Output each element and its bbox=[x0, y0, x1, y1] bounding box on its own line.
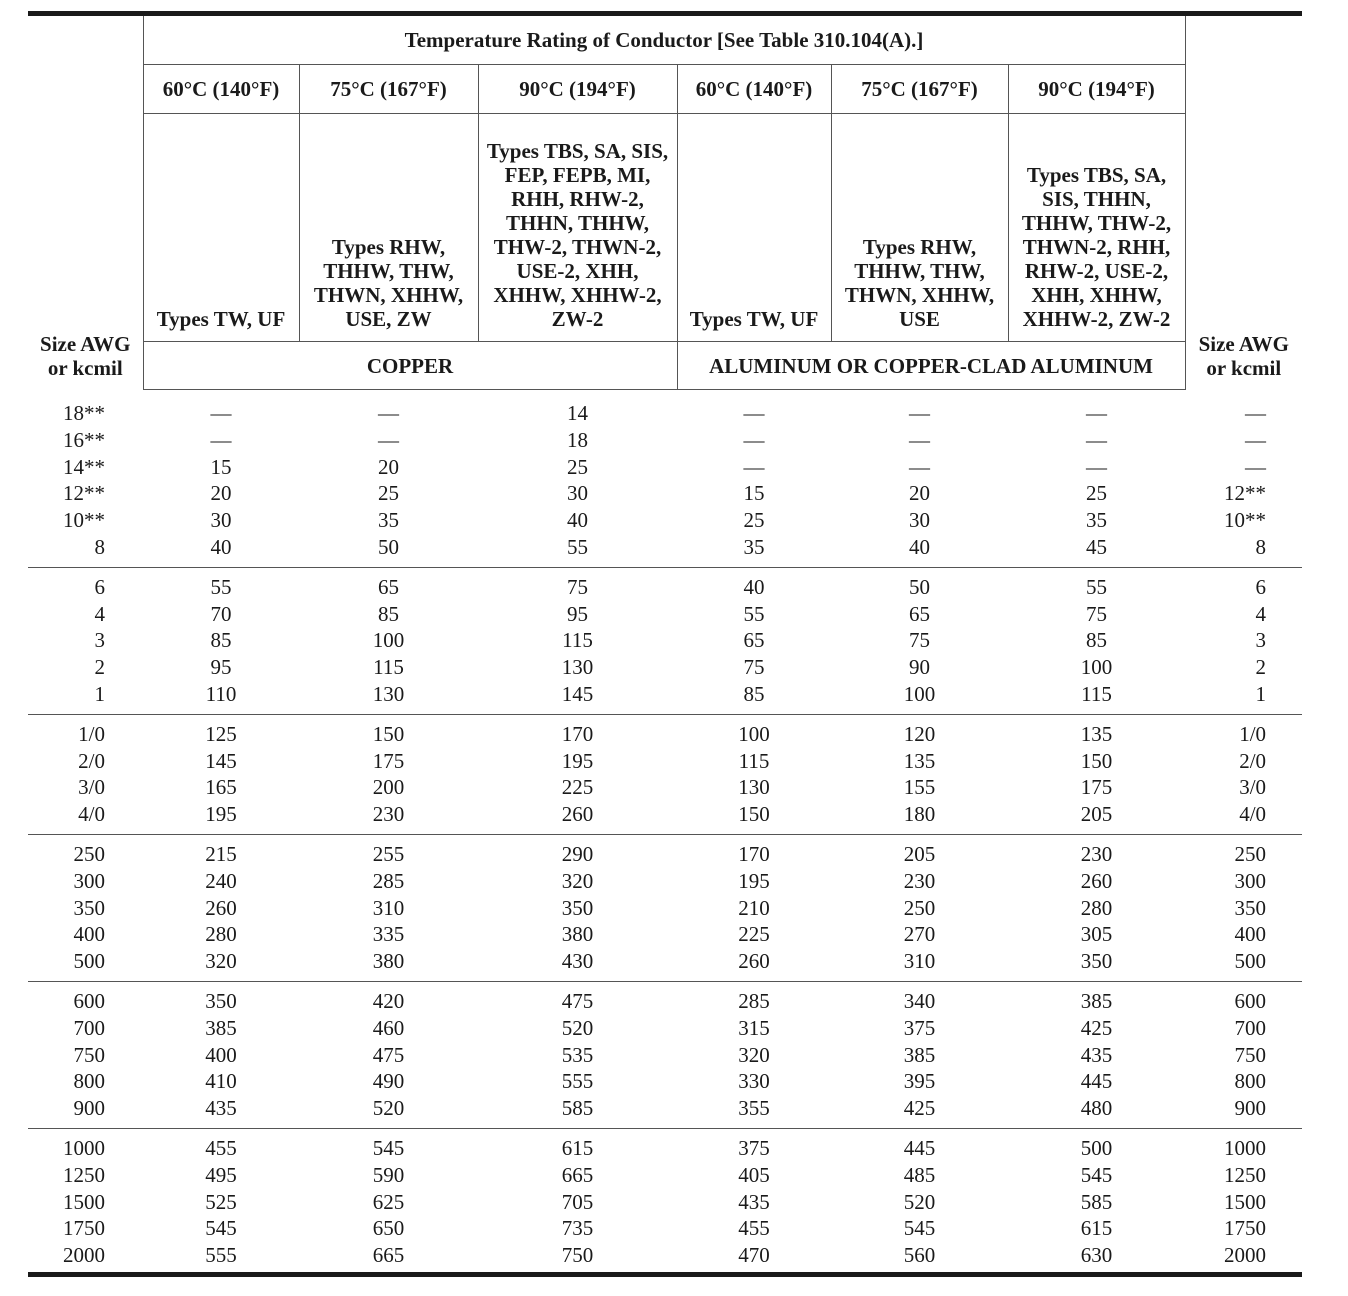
cell-size-right: 2 bbox=[1255, 655, 1267, 680]
cell-copper-75: — bbox=[378, 427, 399, 452]
cell-aluminum-90: 85 bbox=[1086, 628, 1108, 653]
table-row bbox=[28, 574, 1302, 601]
types-header-aluminum-60: Types TW, UF bbox=[677, 114, 831, 342]
cell-copper-60: 145 bbox=[205, 748, 237, 773]
cell-aluminum-90: — bbox=[1086, 427, 1108, 452]
table-row bbox=[28, 895, 1302, 922]
cell-size: 750 bbox=[73, 1042, 105, 1067]
cell-copper-75: 310 bbox=[372, 895, 405, 920]
cell-copper-90: 18 bbox=[567, 427, 588, 452]
cell-aluminum-60: — bbox=[743, 454, 765, 479]
cell-aluminum-60: 330 bbox=[738, 1069, 770, 1094]
cell-size-right: 600 bbox=[1234, 988, 1267, 1013]
cell-aluminum-90: 435 bbox=[1080, 1042, 1113, 1067]
cell-copper-75: 100 bbox=[372, 628, 405, 653]
cell-copper-90: 170 bbox=[561, 721, 594, 746]
cell-copper-90: 55 bbox=[567, 534, 588, 559]
table-row bbox=[28, 1189, 1302, 1216]
temperature-rating-header: Temperature Rating of Conductor [See Table 310.104(A).] bbox=[143, 16, 1185, 65]
cell-size-right: 4/0 bbox=[1239, 802, 1267, 827]
cell-copper-60: 385 bbox=[205, 1015, 237, 1040]
cell-size: 1250 bbox=[63, 1162, 105, 1187]
cell-aluminum-90: 385 bbox=[1080, 988, 1113, 1013]
cell-size: 3/0 bbox=[78, 775, 105, 800]
cell-copper-90: 260 bbox=[561, 802, 594, 827]
cell-copper-75: 230 bbox=[372, 802, 405, 827]
cell-size-right: 350 bbox=[1234, 895, 1267, 920]
cell-copper-60: 280 bbox=[205, 922, 237, 947]
cell-copper-75: 285 bbox=[372, 868, 405, 893]
cell-aluminum-75: 100 bbox=[903, 681, 936, 706]
cell-aluminum-90: — bbox=[1086, 454, 1108, 479]
cell-aluminum-75: — bbox=[909, 454, 930, 479]
cell-copper-90: 225 bbox=[561, 775, 594, 800]
cell-aluminum-75: 340 bbox=[903, 988, 936, 1013]
types-header-copper-60: Types TW, UF bbox=[143, 114, 299, 342]
cell-size-right: — bbox=[1245, 427, 1267, 452]
cell-aluminum-60: 375 bbox=[738, 1135, 770, 1160]
cell-size-right: 6 bbox=[1255, 574, 1267, 599]
cell-copper-90: 615 bbox=[561, 1135, 594, 1160]
cell-aluminum-75: 485 bbox=[903, 1162, 936, 1187]
cell-size-right: 1/0 bbox=[1239, 721, 1267, 746]
cell-aluminum-90: 500 bbox=[1080, 1135, 1113, 1160]
ampacity-table bbox=[28, 16, 1302, 1275]
cell-aluminum-90: 205 bbox=[1080, 802, 1113, 827]
cell-aluminum-75: 375 bbox=[903, 1015, 936, 1040]
cell-size-right: 1500 bbox=[1224, 1189, 1267, 1214]
cell-copper-60: 400 bbox=[205, 1042, 237, 1067]
cell-copper-75: 25 bbox=[378, 481, 399, 506]
cell-copper-90: 145 bbox=[561, 681, 594, 706]
cell-aluminum-75: 560 bbox=[903, 1243, 936, 1268]
cell-copper-90: 75 bbox=[567, 574, 588, 599]
cell-size: 700 bbox=[73, 1015, 105, 1040]
cell-size: 8 bbox=[94, 534, 105, 559]
cell-aluminum-60: 315 bbox=[738, 1015, 770, 1040]
cell-size: 14** bbox=[63, 454, 105, 479]
table-row bbox=[28, 654, 1302, 681]
cell-aluminum-60: 455 bbox=[738, 1216, 770, 1241]
cell-aluminum-75: 205 bbox=[903, 841, 936, 866]
cell-aluminum-90: 175 bbox=[1080, 775, 1113, 800]
table-row bbox=[28, 427, 1302, 454]
cell-copper-60: 240 bbox=[205, 868, 237, 893]
group-spacer bbox=[28, 390, 1302, 401]
cell-size: 1/0 bbox=[78, 721, 105, 746]
types-header-copper-90: Types TBS, SA, SIS, FEP, FEPB, MI, RHH, RHW-2, THHN, THHW, THW-2, THWN-2, USE-2, XHH, XHHW, XHHW-2, ZW-2 bbox=[478, 114, 677, 342]
cell-size: 250 bbox=[73, 841, 105, 866]
cell-aluminum-75: 40 bbox=[909, 534, 930, 559]
table-row bbox=[28, 1095, 1302, 1122]
cell-size-right: 8 bbox=[1255, 534, 1267, 559]
cell-copper-90: 30 bbox=[567, 481, 588, 506]
table-row bbox=[28, 454, 1302, 481]
cell-copper-75: 50 bbox=[378, 534, 399, 559]
cell-copper-60: 455 bbox=[205, 1135, 237, 1160]
cell-aluminum-90: 445 bbox=[1080, 1069, 1113, 1094]
cell-copper-60: 95 bbox=[210, 655, 232, 680]
cell-aluminum-75: 20 bbox=[909, 481, 930, 506]
cell-aluminum-60: 210 bbox=[738, 895, 770, 920]
cell-size: 12** bbox=[63, 481, 105, 506]
cell-aluminum-75: 395 bbox=[903, 1069, 936, 1094]
table-row bbox=[28, 988, 1302, 1015]
cell-size-right: 500 bbox=[1234, 949, 1267, 974]
table-row bbox=[28, 921, 1302, 948]
cell-copper-75: 665 bbox=[372, 1243, 405, 1268]
cell-copper-75: 65 bbox=[378, 574, 399, 599]
cell-size-right: 300 bbox=[1234, 868, 1267, 893]
cell-aluminum-90: 150 bbox=[1080, 748, 1113, 773]
cell-copper-60: 70 bbox=[210, 601, 232, 626]
cell-copper-90: 290 bbox=[561, 841, 594, 866]
cell-aluminum-60: 25 bbox=[743, 508, 765, 533]
cell-size-right: 1250 bbox=[1224, 1162, 1267, 1187]
cell-size-right: 1 bbox=[1255, 681, 1267, 706]
cell-aluminum-90: 55 bbox=[1086, 574, 1108, 599]
cell-size: 900 bbox=[73, 1096, 105, 1121]
cell-aluminum-75: 520 bbox=[903, 1189, 936, 1214]
cell-copper-60: 110 bbox=[205, 681, 237, 706]
cell-aluminum-90: 100 bbox=[1080, 655, 1113, 680]
cell-aluminum-60: 320 bbox=[738, 1042, 770, 1067]
cell-copper-90: 735 bbox=[561, 1216, 594, 1241]
table-row bbox=[28, 681, 1302, 708]
table-row bbox=[28, 534, 1302, 561]
table-row bbox=[28, 841, 1302, 868]
cell-aluminum-75: 65 bbox=[909, 601, 930, 626]
cell-size-right: 4 bbox=[1255, 601, 1267, 626]
cell-copper-90: 130 bbox=[561, 655, 594, 680]
cell-aluminum-60: — bbox=[743, 401, 765, 425]
cell-copper-60: 195 bbox=[205, 802, 237, 827]
cell-size-right: 400 bbox=[1234, 922, 1267, 947]
cell-aluminum-75: 30 bbox=[909, 508, 930, 533]
cell-aluminum-90: 115 bbox=[1081, 681, 1112, 706]
cell-copper-75: 20 bbox=[378, 454, 399, 479]
cell-size: 16** bbox=[63, 427, 105, 452]
temp-header-aluminum-90: 90°C (194°F) bbox=[1008, 65, 1185, 114]
cell-aluminum-90: 35 bbox=[1086, 508, 1108, 533]
table-row bbox=[28, 507, 1302, 534]
cell-copper-60: 125 bbox=[205, 721, 237, 746]
cell-aluminum-90: 425 bbox=[1080, 1015, 1113, 1040]
table-row bbox=[28, 948, 1302, 975]
cell-size: 1750 bbox=[63, 1216, 105, 1241]
cell-size-right: 2/0 bbox=[1239, 748, 1267, 773]
table-row bbox=[28, 721, 1302, 748]
cell-size: 4 bbox=[94, 601, 105, 626]
table-row bbox=[28, 801, 1302, 828]
table-row bbox=[28, 868, 1302, 895]
size-header-right: Size AWG or kcmil bbox=[1185, 114, 1302, 390]
cell-aluminum-90: 25 bbox=[1086, 481, 1108, 506]
header-spacer-right bbox=[1185, 16, 1302, 65]
cell-copper-75: 545 bbox=[372, 1135, 405, 1160]
cell-aluminum-75: 270 bbox=[903, 922, 936, 947]
cell-copper-75: 380 bbox=[372, 949, 405, 974]
cell-copper-60: 555 bbox=[205, 1243, 237, 1268]
cell-copper-75: 150 bbox=[372, 721, 405, 746]
cell-size-right: — bbox=[1245, 401, 1267, 425]
cell-aluminum-75: — bbox=[909, 427, 930, 452]
cell-copper-90: 555 bbox=[561, 1069, 594, 1094]
temp-header-aluminum-60: 60°C (140°F) bbox=[677, 65, 831, 114]
cell-size: 18** bbox=[63, 401, 105, 425]
cell-copper-90: 430 bbox=[561, 949, 594, 974]
table-row bbox=[28, 480, 1302, 507]
cell-aluminum-60: 115 bbox=[738, 748, 770, 773]
cell-aluminum-60: 65 bbox=[743, 628, 765, 653]
types-header-aluminum-75: Types RHW, THHW, THW, THWN, XHHW, USE bbox=[831, 114, 1008, 342]
types-header-copper-75: Types RHW, THHW, THW, THWN, XHHW, USE, ZW bbox=[299, 114, 478, 342]
cell-aluminum-60: 75 bbox=[743, 655, 765, 680]
cell-size: 1000 bbox=[63, 1135, 105, 1160]
cell-copper-75: 175 bbox=[372, 748, 405, 773]
cell-copper-60: 85 bbox=[210, 628, 232, 653]
cell-copper-60: 165 bbox=[205, 775, 237, 800]
cell-copper-75: 255 bbox=[372, 841, 405, 866]
temp-header-aluminum-75: 75°C (167°F) bbox=[831, 65, 1008, 114]
cell-aluminum-75: 385 bbox=[903, 1042, 936, 1067]
cell-copper-60: 40 bbox=[210, 534, 232, 559]
cell-copper-75: 520 bbox=[372, 1096, 405, 1121]
cell-copper-60: 15 bbox=[210, 454, 232, 479]
cell-aluminum-75: 50 bbox=[909, 574, 930, 599]
cell-aluminum-60: 130 bbox=[738, 775, 770, 800]
cell-copper-60: — bbox=[210, 401, 232, 425]
cell-aluminum-90: 480 bbox=[1080, 1096, 1113, 1121]
cell-aluminum-75: 445 bbox=[903, 1135, 936, 1160]
cell-copper-90: 350 bbox=[561, 895, 594, 920]
table-body bbox=[28, 390, 1302, 1275]
cell-copper-90: 475 bbox=[561, 988, 594, 1013]
cell-copper-90: 535 bbox=[561, 1042, 594, 1067]
table-row bbox=[28, 400, 1302, 427]
cell-copper-75: 115 bbox=[373, 655, 404, 680]
cell-size-right: 1750 bbox=[1224, 1216, 1267, 1241]
cell-copper-90: 705 bbox=[561, 1189, 594, 1214]
cell-size: 350 bbox=[73, 895, 105, 920]
cell-copper-60: 525 bbox=[205, 1189, 237, 1214]
table-row bbox=[28, 1015, 1302, 1042]
cell-copper-60: 55 bbox=[210, 574, 232, 599]
cell-aluminum-60: 435 bbox=[738, 1189, 770, 1214]
cell-aluminum-60: 285 bbox=[738, 988, 770, 1013]
cell-aluminum-75: 545 bbox=[903, 1216, 936, 1241]
cell-aluminum-60: 35 bbox=[743, 534, 765, 559]
cell-copper-75: 335 bbox=[372, 922, 405, 947]
cell-copper-75: 460 bbox=[372, 1015, 405, 1040]
cell-size-right: 900 bbox=[1234, 1096, 1267, 1121]
size-header-left: Size AWG or kcmil bbox=[40, 331, 131, 380]
cell-aluminum-75: 425 bbox=[903, 1096, 936, 1121]
cell-copper-60: 20 bbox=[210, 481, 232, 506]
cell-copper-60: 30 bbox=[210, 508, 232, 533]
cell-aluminum-60: 260 bbox=[738, 949, 770, 974]
cell-aluminum-90: 615 bbox=[1080, 1216, 1113, 1241]
cell-size: 800 bbox=[73, 1069, 105, 1094]
table-row bbox=[28, 1242, 1302, 1269]
cell-copper-75: 200 bbox=[372, 775, 405, 800]
cell-aluminum-60: 150 bbox=[738, 802, 770, 827]
cell-copper-90: 585 bbox=[561, 1096, 594, 1121]
cell-copper-90: 320 bbox=[561, 868, 594, 893]
table-row bbox=[28, 627, 1302, 654]
cell-size-right: 750 bbox=[1234, 1042, 1267, 1067]
cell-aluminum-60: 55 bbox=[743, 601, 765, 626]
cell-size-right: 1000 bbox=[1224, 1135, 1267, 1160]
cell-copper-75: 35 bbox=[378, 508, 399, 533]
cell-size: 2000 bbox=[63, 1243, 105, 1268]
cell-size: 4/0 bbox=[78, 802, 105, 827]
cell-copper-75: 590 bbox=[372, 1162, 405, 1187]
cell-aluminum-60: 470 bbox=[738, 1243, 770, 1268]
cell-copper-90: 95 bbox=[567, 601, 588, 626]
cell-aluminum-60: 225 bbox=[738, 922, 770, 947]
cell-size: 500 bbox=[73, 949, 105, 974]
cell-copper-75: 130 bbox=[372, 681, 405, 706]
cell-copper-75: — bbox=[378, 401, 399, 425]
cell-aluminum-90: — bbox=[1086, 401, 1108, 425]
table-row bbox=[28, 601, 1302, 628]
cell-aluminum-90: 280 bbox=[1080, 895, 1113, 920]
cell-aluminum-60: 40 bbox=[743, 574, 765, 599]
cell-aluminum-90: 585 bbox=[1080, 1189, 1113, 1214]
cell-aluminum-90: 75 bbox=[1086, 601, 1108, 626]
table-row bbox=[28, 1068, 1302, 1095]
cell-size: 300 bbox=[73, 868, 105, 893]
cell-size-right: 3 bbox=[1255, 628, 1267, 653]
cell-copper-90: 750 bbox=[561, 1243, 594, 1268]
cell-copper-75: 490 bbox=[372, 1069, 405, 1094]
header-spacer-left bbox=[28, 65, 143, 114]
cell-copper-60: 545 bbox=[205, 1216, 237, 1241]
header-spacer-right bbox=[1185, 65, 1302, 114]
cell-copper-90: 115 bbox=[562, 628, 593, 653]
cell-size-right: 12** bbox=[1224, 481, 1267, 506]
table-bottom-rule bbox=[28, 1272, 1302, 1277]
cell-size-right: — bbox=[1245, 454, 1267, 479]
cell-size-right: 250 bbox=[1234, 841, 1267, 866]
cell-copper-90: 14 bbox=[567, 401, 588, 425]
cell-aluminum-75: 310 bbox=[903, 949, 936, 974]
cell-copper-90: 665 bbox=[561, 1162, 594, 1187]
cell-size: 6 bbox=[94, 574, 105, 599]
cell-aluminum-60: 355 bbox=[738, 1096, 770, 1121]
cell-size-right: 3/0 bbox=[1239, 775, 1267, 800]
cell-copper-90: 520 bbox=[561, 1015, 594, 1040]
cell-copper-60: 215 bbox=[205, 841, 237, 866]
cell-size-right: 2000 bbox=[1224, 1243, 1267, 1268]
cell-size: 3 bbox=[94, 628, 105, 653]
cell-copper-90: 40 bbox=[567, 508, 588, 533]
cell-aluminum-75: 230 bbox=[903, 868, 936, 893]
cell-aluminum-90: 305 bbox=[1080, 922, 1113, 947]
cell-copper-75: 650 bbox=[372, 1216, 405, 1241]
cell-size: 600 bbox=[73, 988, 105, 1013]
cell-aluminum-90: 135 bbox=[1080, 721, 1113, 746]
table-row bbox=[28, 748, 1302, 775]
cell-aluminum-60: — bbox=[743, 427, 765, 452]
cell-aluminum-60: 15 bbox=[743, 481, 765, 506]
cell-aluminum-90: 545 bbox=[1080, 1162, 1113, 1187]
cell-aluminum-90: 45 bbox=[1086, 534, 1108, 559]
copper-header: COPPER bbox=[143, 342, 677, 390]
cell-aluminum-75: — bbox=[909, 401, 930, 425]
cell-aluminum-60: 195 bbox=[738, 868, 770, 893]
cell-size: 2 bbox=[94, 655, 105, 680]
cell-aluminum-75: 250 bbox=[903, 895, 936, 920]
cell-aluminum-75: 180 bbox=[903, 802, 936, 827]
temp-header-copper-75: 75°C (167°F) bbox=[299, 65, 478, 114]
table-row bbox=[28, 1215, 1302, 1242]
cell-aluminum-90: 260 bbox=[1080, 868, 1113, 893]
table-row bbox=[28, 774, 1302, 801]
cell-copper-75: 85 bbox=[378, 601, 399, 626]
cell-size-right: 700 bbox=[1234, 1015, 1267, 1040]
cell-copper-60: 350 bbox=[205, 988, 237, 1013]
cell-copper-60: — bbox=[210, 427, 232, 452]
cell-copper-60: 410 bbox=[205, 1069, 237, 1094]
cell-copper-75: 420 bbox=[372, 988, 405, 1013]
cell-aluminum-60: 405 bbox=[738, 1162, 770, 1187]
cell-size: 1 bbox=[94, 681, 105, 706]
table-row bbox=[28, 1042, 1302, 1069]
cell-size: 400 bbox=[73, 922, 105, 947]
cell-copper-90: 380 bbox=[561, 922, 594, 947]
cell-size: 1500 bbox=[63, 1189, 105, 1214]
cell-size-right: 10** bbox=[1224, 508, 1267, 533]
temp-header-copper-90: 90°C (194°F) bbox=[478, 65, 677, 114]
cell-aluminum-75: 75 bbox=[909, 628, 930, 653]
cell-aluminum-75: 90 bbox=[909, 655, 930, 680]
cell-copper-60: 260 bbox=[205, 895, 237, 920]
table-row bbox=[28, 1135, 1302, 1162]
cell-aluminum-60: 100 bbox=[738, 721, 770, 746]
cell-aluminum-75: 155 bbox=[903, 775, 936, 800]
cell-copper-90: 195 bbox=[561, 748, 594, 773]
cell-copper-60: 435 bbox=[205, 1096, 237, 1121]
cell-aluminum-90: 350 bbox=[1080, 949, 1113, 974]
cell-copper-75: 475 bbox=[372, 1042, 405, 1067]
cell-size: 10** bbox=[63, 508, 105, 533]
cell-aluminum-60: 85 bbox=[743, 681, 765, 706]
table-row bbox=[28, 1162, 1302, 1189]
cell-copper-60: 495 bbox=[205, 1162, 237, 1187]
cell-size: 2/0 bbox=[78, 748, 105, 773]
temp-header-copper-60: 60°C (140°F) bbox=[143, 65, 299, 114]
cell-size-right: 800 bbox=[1234, 1069, 1267, 1094]
cell-copper-75: 625 bbox=[372, 1189, 405, 1214]
cell-aluminum-75: 135 bbox=[903, 748, 936, 773]
cell-aluminum-90: 230 bbox=[1080, 841, 1113, 866]
cell-aluminum-90: 630 bbox=[1080, 1243, 1113, 1268]
header-spacer-left bbox=[28, 16, 143, 65]
cell-aluminum-60: 170 bbox=[738, 841, 770, 866]
aluminum-header: ALUMINUM OR COPPER-CLAD ALUMINUM bbox=[677, 342, 1185, 390]
types-header-aluminum-90: Types TBS, SA, SIS, THHN, THHW, THW-2, THWN-2, RHH, RHW-2, USE-2, XHH, XHHW, XHHW-2, ZW-2 bbox=[1008, 114, 1185, 342]
cell-copper-90: 25 bbox=[567, 454, 588, 479]
cell-aluminum-75: 120 bbox=[903, 721, 936, 746]
cell-copper-60: 320 bbox=[205, 949, 237, 974]
